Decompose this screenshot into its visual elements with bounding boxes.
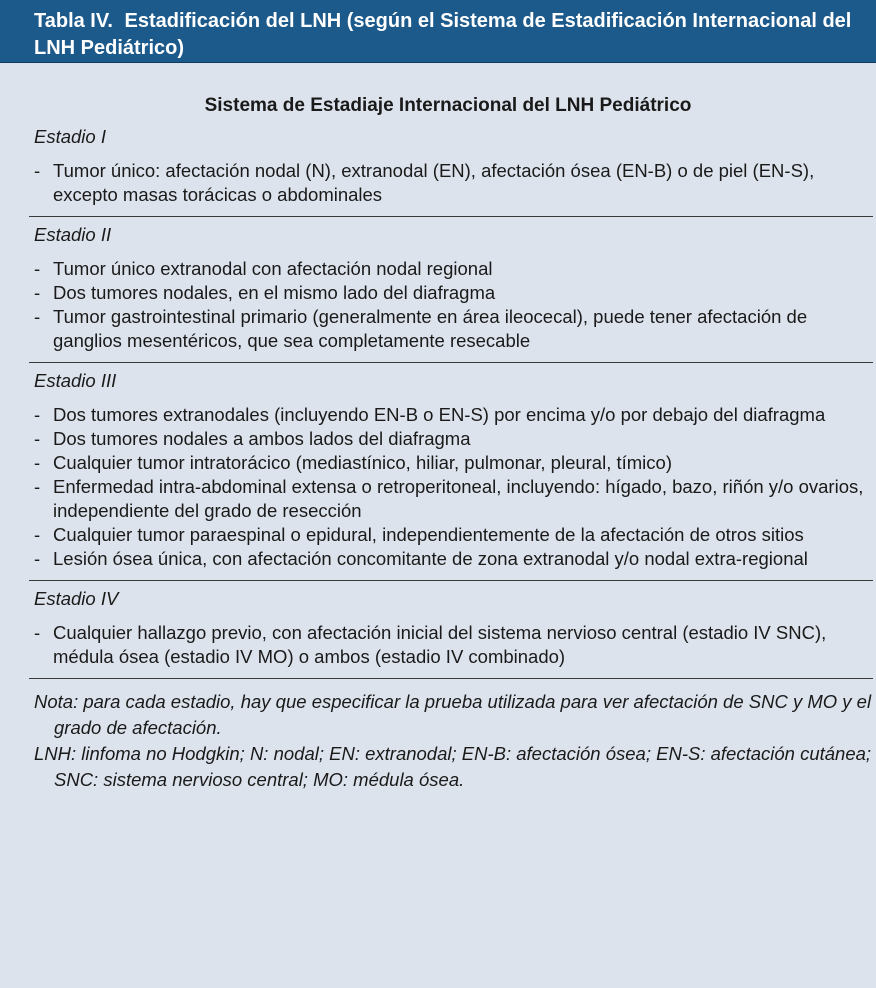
stage-1 [34, 125, 872, 207]
stage-title: Estadio III [34, 370, 117, 391]
stage-2 [34, 223, 872, 353]
list-item: - Cualquier tumor paraespinal o epidural, independientemente de la afectación de otros sitios [34, 523, 872, 547]
stage-4 [34, 587, 872, 669]
footnote-note: Nota: para cada estadio, hay que especificar la prueba utilizada para ver afectación de SNC y MO y el grado de afectación. [34, 691, 872, 738]
list-item: - Tumor único: afectación nodal (N), extranodal (EN), afectación ósea (EN-B) o de piel (EN-S), excepto masas torácicas o abdominales [34, 159, 872, 207]
list-item: - Lesión ósea única, con afectación concomitante de zona extranodal y/o nodal extra-regional [34, 547, 872, 571]
list-item: - Cualquier tumor intratorácico (mediastínico, hiliar, pulmonar, pleural, tímico) [34, 451, 872, 475]
list-item: - Dos tumores extranodales (incluyendo EN-B o EN-S) por encima y/o por debajo del diafragma [34, 403, 872, 427]
table-caption [0, 0, 876, 63]
table-subtitle: Sistema de Estadiaje Internacional del LNH Pediátrico [204, 95, 692, 116]
list-item: - Dos tumores nodales a ambos lados del diafragma [34, 427, 872, 451]
list-item: - Enfermedad intra-abdominal extensa o retroperitoneal, incluyendo: hígado, bazo, riñón y/o ovarios, independiente del grado de resección [34, 475, 872, 523]
section-divider [29, 216, 873, 217]
table-body [0, 93, 876, 793]
list-item: - Tumor único extranodal con afectación nodal regional [34, 257, 872, 281]
stage-items [34, 621, 872, 669]
stage-title: Estadio II [34, 224, 112, 245]
stage-items [34, 403, 872, 571]
list-item: - Dos tumores nodales, en el mismo lado del diafragma [34, 281, 872, 305]
section-divider [29, 580, 873, 581]
stage-items [34, 159, 872, 207]
footnote-abbreviations: LNH: linfoma no Hodgkin; N: nodal; EN: extranodal; EN-B: afectación ósea; EN-S: afectación cutánea; SNC: sistema nervioso central; MO: médula ósea. [34, 743, 872, 790]
section-divider [29, 678, 873, 679]
stage-title: Estadio I [34, 126, 106, 147]
table-caption-text: Estadificación del LNH (según el Sistema de Estadificación Internacional del LNH Pediátrico) [34, 10, 852, 59]
stage-title: Estadio IV [34, 588, 119, 609]
table-number: Tabla IV. [34, 10, 113, 32]
stage-items [34, 257, 872, 353]
stage-3 [34, 369, 872, 571]
list-item: - Cualquier hallazgo previo, con afectación inicial del sistema nervioso central (estadio IV SNC), médula ósea (estadio IV MO) o ambos (estadio IV combinado) [34, 621, 872, 669]
list-item: - Tumor gastrointestinal primario (generalmente en área ileocecal), puede tener afectación de ganglios mesentéricos, que sea completamente resecable [34, 305, 872, 353]
table-footnotes [34, 689, 876, 793]
section-divider [29, 362, 873, 363]
